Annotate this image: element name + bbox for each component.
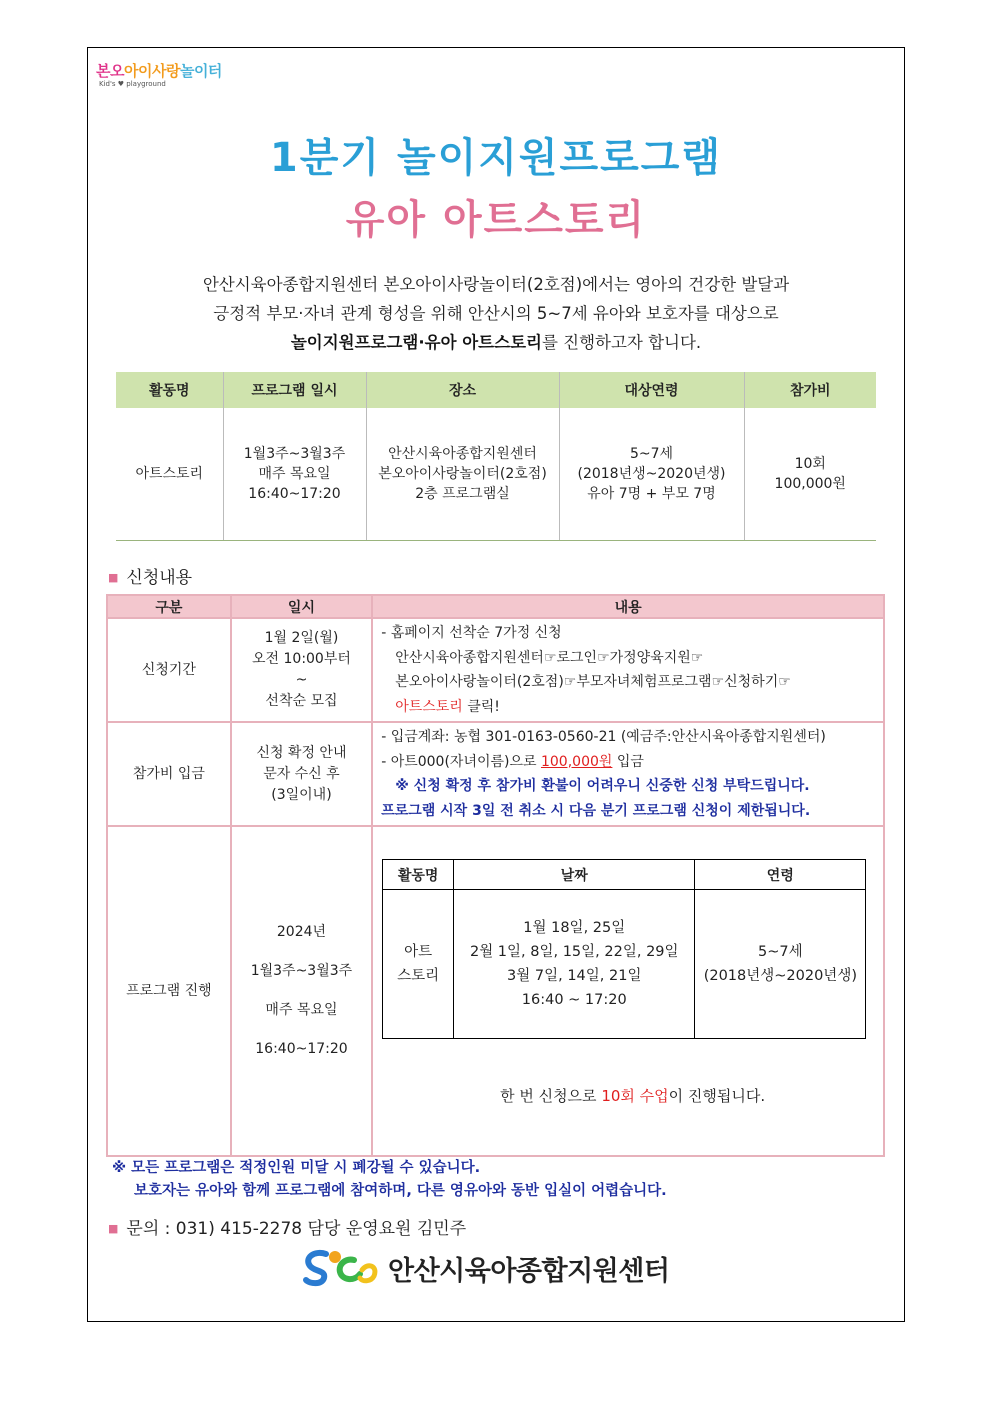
apply-program-link: 아트스토리: [395, 698, 463, 715]
summary-fee: [744, 408, 876, 541]
table-row: [116, 408, 876, 541]
notice-line-1: ※ 모든 프로그램은 적정인원 미달 시 폐강될 수 있습니다.: [112, 1160, 481, 1176]
summary-age-line: (2018년생~2020년생): [577, 466, 726, 482]
apply-date-line: 1월 2일(월): [264, 630, 339, 646]
summary-age-line: 유아 7명 + 부모 7명: [587, 486, 716, 502]
summary-header: 장소: [366, 372, 559, 408]
payment-date-line: 신청 확정 안내: [256, 744, 347, 761]
table-row: [107, 618, 884, 722]
summary-schedule-line: 매주 목요일: [258, 466, 331, 482]
apply-content-line: [381, 695, 875, 720]
intro-line-2: 긍정적 부모·자녀 관계 형성을 위해 안산시의 5~7세 유아와 보호자를 대상으로: [213, 304, 779, 323]
schedule-date-line: 16:40 ~ 17:20: [521, 992, 627, 1008]
app-header: 구분: [107, 595, 231, 618]
logo-part-1: 본오: [96, 62, 124, 80]
summary-table: [116, 372, 876, 541]
schedule-name: [383, 890, 454, 1039]
apply-date: [231, 618, 372, 722]
progress-date-line: 1월3주~3월3주: [250, 963, 353, 979]
payment-date-line: 문자 수신 후: [263, 765, 340, 782]
apply-content: [372, 618, 884, 722]
schedule-name-line: 스토리: [397, 968, 440, 984]
page-subtitle: 유아 아트스토리: [345, 197, 647, 243]
schedule-dates: [454, 890, 695, 1039]
intro-line-3: [0, 328, 992, 357]
page-title: 1분기 놀이지원프로그램: [269, 135, 723, 181]
application-table: [106, 594, 885, 1157]
summary-place-line: 2층 프로그램실: [415, 486, 510, 502]
logo-part-3: 놀이터: [179, 62, 222, 80]
payment-text: - 아트000(자녀이름)으로: [381, 753, 541, 770]
footer-org-name: 안산시육아종합지원센터: [388, 1255, 670, 1287]
intro-text: [0, 270, 992, 357]
center-logo-icon: [302, 1248, 380, 1288]
summary-header: 프로그램 일시: [223, 372, 366, 408]
summary-name: 아트스토리: [116, 408, 223, 541]
apply-date-line: 오전 10:00부터: [252, 651, 351, 667]
payment-text: 입금: [612, 753, 644, 770]
session-count-note: [382, 1085, 883, 1106]
section-label: [108, 563, 192, 588]
app-header: 내용: [372, 595, 884, 618]
table-row: [107, 826, 884, 1156]
payment-amount: 100,000원: [540, 753, 613, 770]
schedule-header: 연령: [695, 860, 866, 890]
apply-label: 신청기간: [107, 618, 231, 722]
payment-content-line: [381, 750, 875, 775]
summary-place: [366, 408, 559, 541]
intro-line-1: 안산시육아종합지원센터 본오아이사랑놀이터(2호점)에서는 영아의 건강한 발달과: [202, 275, 790, 294]
summary-schedule: [223, 408, 366, 541]
apply-date-line: ~: [295, 672, 308, 688]
progress-content: [372, 826, 884, 1156]
summary-schedule-line: 1월3주~3월3주: [243, 446, 346, 462]
schedule-age-line: (2018년생~2020년생): [703, 968, 857, 984]
summary-header: 참가비: [744, 372, 876, 408]
schedule-age: [695, 890, 866, 1039]
summary-place-line: 안산시육아종합지원센터: [388, 446, 537, 462]
contact-info: [108, 1214, 466, 1239]
progress-date-line: 매주 목요일: [265, 1002, 338, 1018]
apply-date-line: 선착순 모집: [265, 693, 338, 709]
summary-place-line: 본오아이사랑놀이터(2호점): [378, 466, 547, 482]
section-label-text: 신청내용: [126, 568, 193, 588]
payment-date-line: (3일이내): [271, 786, 332, 803]
table-row: [383, 890, 866, 1039]
schedule-name-line: 아트: [404, 944, 433, 960]
progress-date-line: 16:40~17:20: [255, 1041, 348, 1057]
schedule-header: 활동명: [383, 860, 454, 890]
schedule-age-line: 5~7세: [758, 944, 803, 960]
footer-logo: [302, 1248, 669, 1288]
session-note-text: 한 번 신청으로: [500, 1087, 602, 1105]
progress-date-line: 2024년: [276, 924, 327, 940]
intro-line-3-rest: 를 진행하고자 합니다.: [541, 333, 702, 352]
square-bullet-icon: ■: [108, 571, 119, 584]
schedule-header: 날짜: [454, 860, 695, 890]
refund-warning: ※ 신청 확정 후 참가비 환불이 어려우니 신중한 신청 부탁드립니다.: [395, 778, 810, 794]
notice: [112, 1157, 667, 1203]
summary-header: 대상연령: [559, 372, 744, 408]
summary-fee-line: 10회: [794, 456, 826, 472]
app-header: 일시: [231, 595, 372, 618]
square-bullet-icon: ■: [108, 1222, 119, 1235]
payment-content: [372, 722, 884, 826]
apply-content-line: - 홈페이지 선착순 7가정 신청: [381, 625, 562, 641]
logo-part-2: 아이사랑: [123, 62, 180, 80]
payment-label: 참가비 입금: [107, 722, 231, 826]
table-row: [107, 722, 884, 826]
schedule-table: [382, 859, 866, 1039]
apply-content-line: 본오아이사랑놀이터(2호점)☞부모자녀체험프로그램☞신청하기☞: [395, 674, 791, 690]
summary-age-line: 5~7세: [629, 446, 674, 462]
contact-text: 문의 : 031) 415-2278 담당 운영요원 김민주: [126, 1219, 467, 1239]
summary-schedule-line: 16:40~17:20: [248, 486, 341, 502]
schedule-date-line: 2월 1일, 8일, 15일, 22일, 29일: [469, 944, 679, 960]
session-note-text: 이 진행됩니다.: [668, 1087, 766, 1105]
session-count: 10회 수업: [601, 1087, 669, 1105]
notice-line-2: 보호자는 유아와 함께 프로그램에 참여하며, 다른 영유아와 동반 입실이 어렵습니다.: [134, 1183, 667, 1199]
payment-content-line: - 입금계좌: 농협 301-0163-0560-21 (예금주:안산시육아종합지원센터): [381, 729, 826, 745]
playground-logo: [96, 60, 222, 88]
apply-click-text: 클릭!: [462, 698, 500, 715]
summary-fee-line: 100,000원: [774, 476, 846, 492]
intro-line-3-bold: 놀이지원프로그램·유아 아트스토리: [290, 333, 542, 352]
progress-date: [231, 826, 372, 1156]
schedule-date-line: 1월 18일, 25일: [523, 920, 626, 936]
cancel-warning: 프로그램 시작 3일 전 취소 시 다음 분기 프로그램 신청이 제한됩니다.: [381, 802, 811, 819]
payment-date: [231, 722, 372, 826]
progress-label: 프로그램 진행: [107, 826, 231, 1156]
summary-header: 활동명: [116, 372, 223, 408]
apply-content-line: 안산시육아종합지원센터☞로그인☞가정양육지원☞: [395, 649, 704, 666]
summary-age: [559, 408, 744, 541]
schedule-date-line: 3월 7일, 14일, 21일: [507, 968, 642, 984]
logo-subtitle: Kid's ♥ playground: [99, 80, 166, 88]
